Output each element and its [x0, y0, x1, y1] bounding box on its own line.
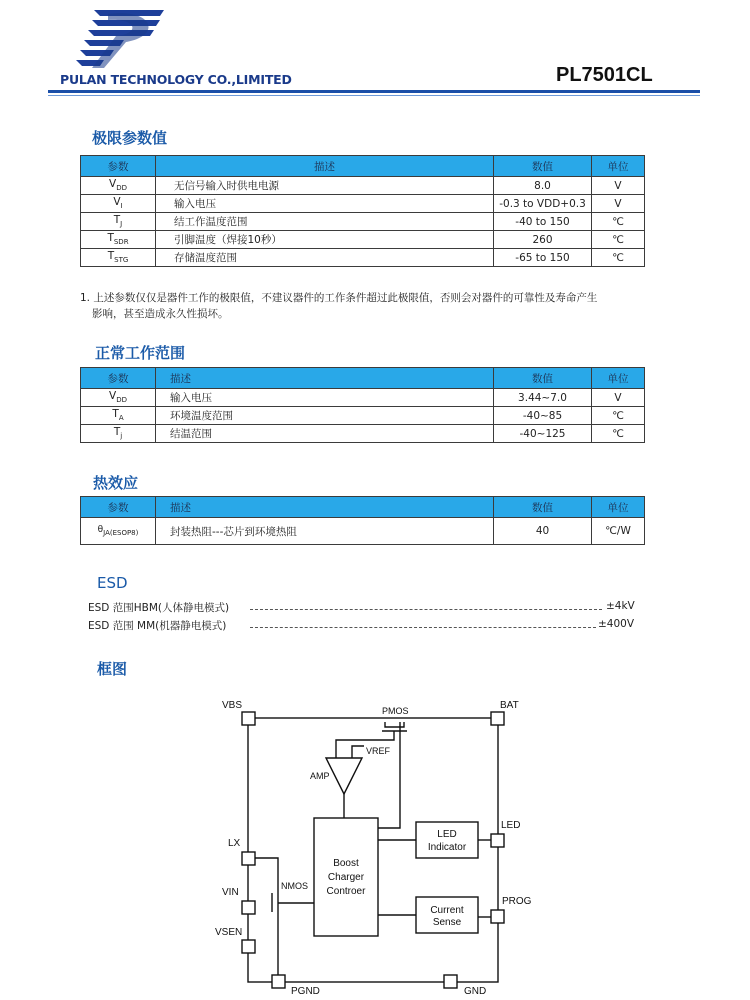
pin-label-vbs: VBS	[222, 700, 243, 711]
pin-label-pgnd: PGND	[291, 986, 320, 997]
param-desc: 输入电压	[156, 389, 494, 407]
vref-label: VREF	[366, 746, 391, 756]
pin-label-vsen: VSEN	[215, 927, 243, 938]
header-cell: 参数	[81, 156, 156, 177]
nmos-wire	[278, 892, 314, 914]
param-value: 40	[494, 518, 592, 545]
param-symbol: $V_I$	[81, 195, 156, 213]
header-cell: 参数	[81, 497, 156, 518]
led-ind-label-1: LED	[437, 829, 457, 840]
param-symbol: $\theta_{JA(ESOP8)}$	[81, 518, 156, 545]
header-cell: 单位	[592, 368, 645, 389]
pmos-symbol	[385, 722, 404, 727]
header-cell: 数值	[494, 497, 592, 518]
param-unit: ℃	[592, 231, 645, 249]
esd-hbm-label: ESD 范围HBM(人体静电模式)	[88, 602, 230, 614]
section-title-normal: 正常工作范围	[95, 344, 186, 362]
param-desc: 封装热阻---芯片到环境热阻	[156, 518, 494, 545]
pin-bat	[491, 712, 504, 725]
note-line-1: 1. 上述参数仅仅是器件工作的极限值，不建议器件的工作条件超过此极限值，否则会对器件的可靠性及寿命产生	[80, 292, 598, 304]
header-cell: 数值	[494, 156, 592, 177]
pin-prog	[491, 910, 504, 923]
model-number: PL7501CL	[556, 64, 653, 86]
param-unit: ℃	[592, 213, 645, 231]
header-cell: 描述	[156, 368, 494, 389]
param-value: 260	[494, 231, 592, 249]
param-symbol: $T_{SDR}$	[81, 231, 156, 249]
header-cell: 描述	[156, 497, 494, 518]
header-cell: 参数	[81, 368, 156, 389]
pin-label-led: LED	[501, 820, 521, 831]
pin-label-gnd: GND	[464, 986, 487, 997]
nmos-label: NMOS	[281, 881, 308, 891]
param-symbol: $T_A$	[81, 407, 156, 425]
param-symbol: $T_j$	[81, 425, 156, 443]
pin-label-vin: VIN	[222, 887, 239, 898]
note-line-2: 影响，甚至造成永久性损坏。	[92, 308, 229, 320]
bat-feedback	[378, 722, 400, 828]
boost-label-1: Boost	[333, 858, 359, 869]
section-title-esd: ESD	[97, 574, 128, 592]
pin-gnd	[444, 975, 457, 988]
param-desc: 无信号输入时供电电源	[156, 177, 494, 195]
param-desc: 结工作温度范围	[156, 213, 494, 231]
param-desc: 环境温度范围	[156, 407, 494, 425]
pin-label-prog: PROG	[502, 896, 532, 907]
vref-line	[352, 746, 364, 758]
param-value: 3.44~7.0	[494, 389, 592, 407]
header-cell: 数值	[494, 368, 592, 389]
param-unit: V	[592, 195, 645, 213]
pin-led	[491, 834, 504, 847]
section-title-abs-max: 极限参数值	[92, 129, 168, 147]
cs-label-2: Sense	[432, 917, 462, 928]
amp-label: AMP	[310, 771, 330, 781]
param-value: -40 to 150	[494, 213, 592, 231]
lx-wire	[255, 858, 278, 892]
param-unit: V	[592, 389, 645, 407]
param-value: -40~85	[494, 407, 592, 425]
param-unit: V	[592, 177, 645, 195]
esd-hbm-value: ±4kV	[606, 600, 635, 612]
header-cell: 单位	[592, 497, 645, 518]
led-ind-label-2: Indicator	[427, 842, 467, 853]
boost-label-3: Controer	[326, 886, 366, 897]
param-symbol: $V_{DD}$	[81, 389, 156, 407]
param-symbol: $V_{DD}$	[81, 177, 156, 195]
pin-lx	[242, 852, 255, 865]
param-desc: 存储温度范围	[156, 249, 494, 267]
param-symbol: $T_{STG}$	[81, 249, 156, 267]
param-value: -65 to 150	[494, 249, 592, 267]
header-cell: 单位	[592, 156, 645, 177]
param-unit: ℃/W	[592, 518, 645, 545]
cs-label-1: Current	[430, 905, 464, 916]
esd-mm-value: ±400V	[598, 618, 635, 630]
param-desc: 引脚温度（焊接10秒）	[156, 231, 494, 249]
company-name: PULAN TECHNOLOGY CO.,LIMITED	[60, 72, 292, 87]
param-desc: 结温范围	[156, 425, 494, 443]
amp-triangle	[326, 758, 362, 794]
pin-pgnd	[272, 975, 285, 988]
section-title-thermal: 热效应	[93, 474, 139, 492]
param-unit: ℃	[592, 407, 645, 425]
boost-label-2: Charger	[327, 872, 365, 883]
pin-vin	[242, 901, 255, 914]
pin-vsen	[242, 940, 255, 953]
esd-mm-label: ESD 范围 MM(机器静电模式)	[88, 620, 227, 632]
pin-label-lx: LX	[228, 838, 241, 849]
param-value: -40~125	[494, 425, 592, 443]
pin-label-bat: BAT	[500, 700, 519, 711]
param-unit: ℃	[592, 249, 645, 267]
pmos-label: PMOS	[382, 706, 409, 716]
param-desc: 输入电压	[156, 195, 494, 213]
header-cell: 描述	[156, 156, 494, 177]
param-unit: ℃	[592, 425, 645, 443]
param-value: 8.0	[494, 177, 592, 195]
section-title-block: 框图	[97, 660, 128, 678]
param-value: -0.3 to VDD+0.3	[494, 195, 592, 213]
param-symbol: $T_J$	[81, 213, 156, 231]
pin-vbs	[242, 712, 255, 725]
